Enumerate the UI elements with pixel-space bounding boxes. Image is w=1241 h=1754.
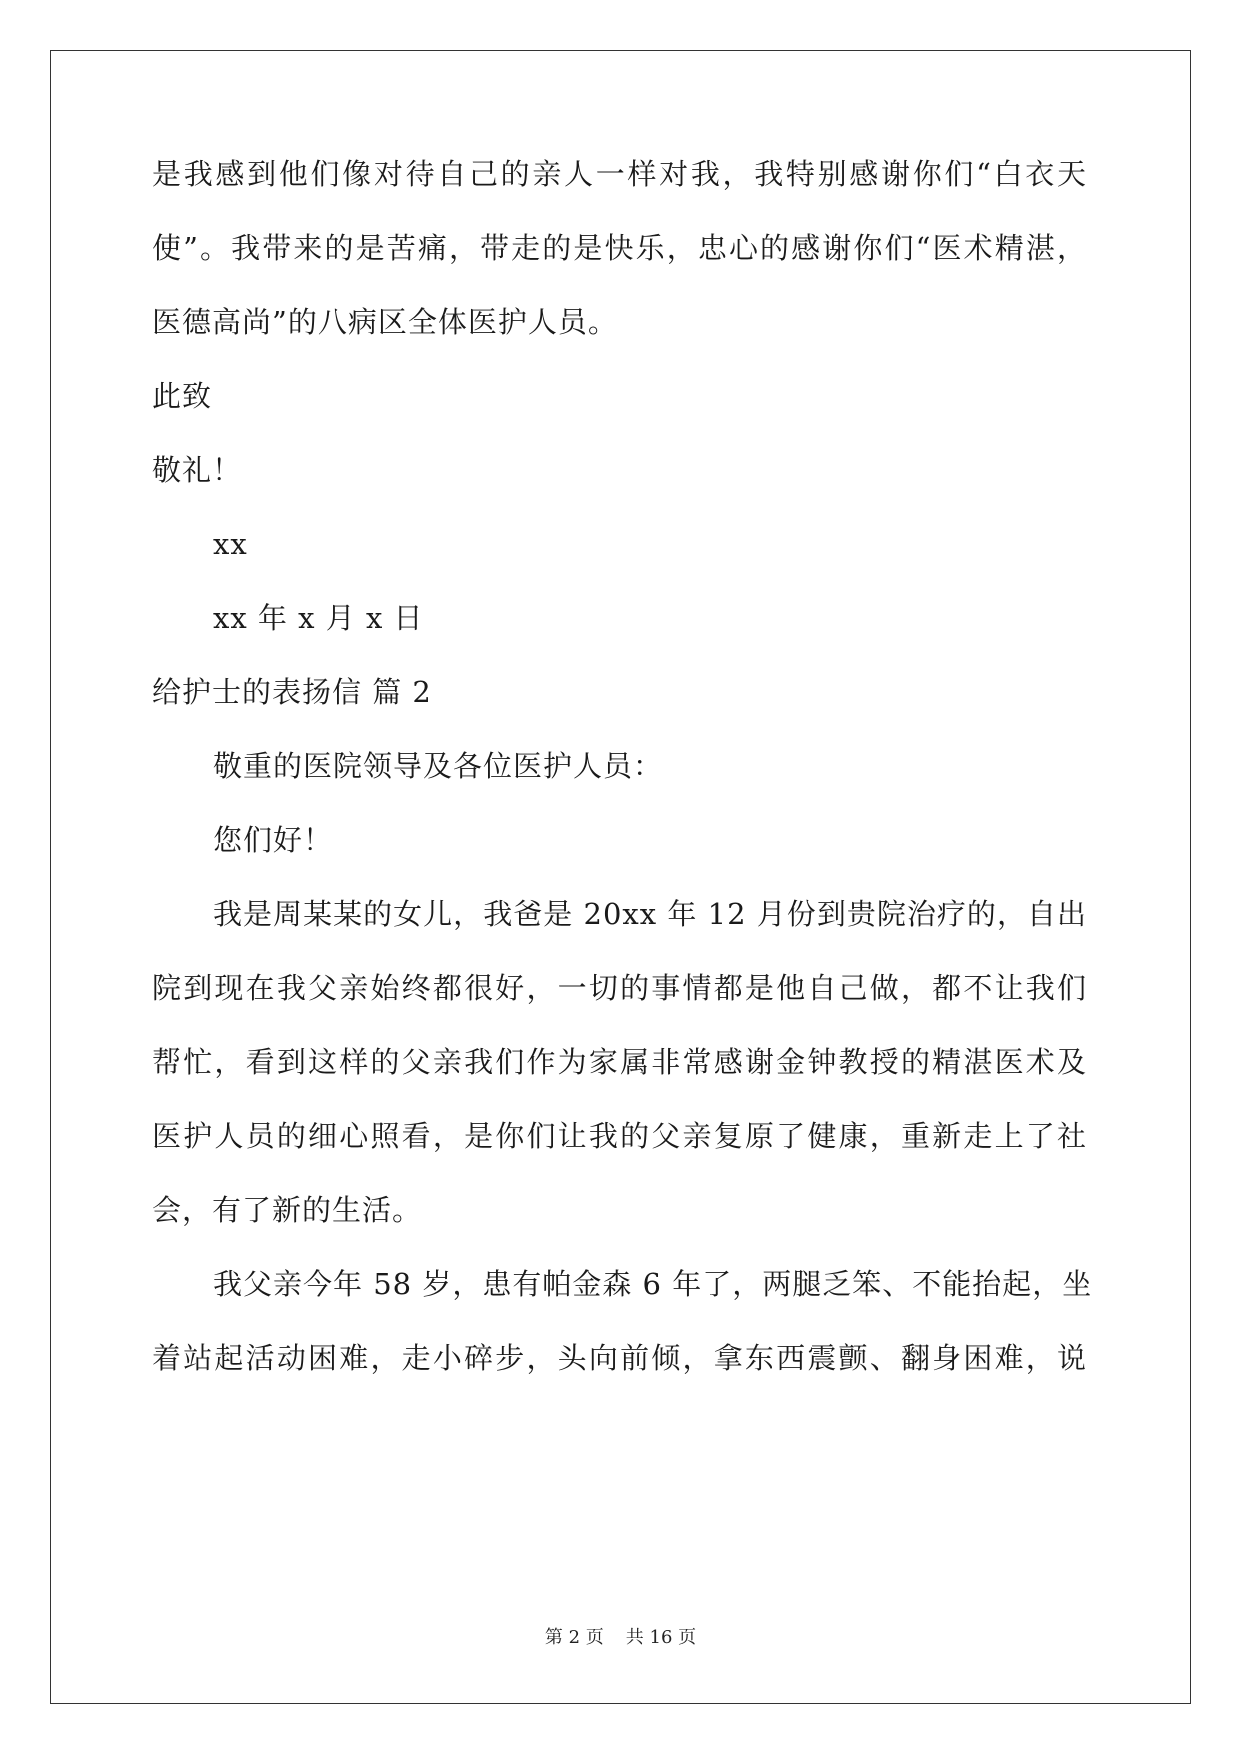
- paragraph-line-8: 会，有了新的生活。: [152, 1193, 423, 1227]
- page-number: 第 2 页: [544, 1627, 604, 1648]
- paragraph-line-3: 医德高尚”的八病区全体医护人员。: [152, 305, 618, 339]
- letter-greeting: 您们好！: [213, 823, 334, 857]
- paragraph-line-6: 帮忙，看到这样的父亲我们作为家属非常感谢金钟教授的精湛医术及: [152, 1045, 1087, 1079]
- paragraph-line-2: 使”。我带来的是苦痛，带走的是快乐，忠心的感谢你们“医术精湛，: [152, 231, 1087, 265]
- signature-name: xx: [213, 527, 248, 561]
- page-total: 共 16 页: [625, 1627, 697, 1648]
- page-footer: [0, 1627, 1241, 1649]
- letter-salutation: 敬重的医院领导及各位医护人员：: [213, 749, 664, 783]
- signature-date: xx 年 x 月 x 日: [213, 601, 424, 635]
- paragraph-line-5: 院到现在我父亲始终都很好，一切的事情都是他自己做，都不让我们: [152, 971, 1087, 1005]
- section-heading: 给护士的表扬信 篇 2: [152, 675, 432, 709]
- closing-respect: 敬礼！: [152, 453, 243, 487]
- paragraph-line-9: 我父亲今年 58 岁，患有帕金森 6 年了，两腿乏笨、不能抬起，坐: [213, 1267, 1093, 1301]
- paragraph-line-4: 我是周某某的女儿，我爸是 20xx 年 12 月份到贵院治疗的，自出: [213, 897, 1087, 931]
- paragraph-line-1: 是我感到他们像对待自己的亲人一样对我，我特别感谢你们“白衣天: [152, 157, 1087, 191]
- closing-salutation: 此致: [152, 379, 213, 413]
- page-border: [50, 50, 1191, 1704]
- paragraph-line-7: 医护人员的细心照看，是你们让我的父亲复原了健康，重新走上了社: [152, 1119, 1087, 1153]
- paragraph-line-10: 着站起活动困难，走小碎步，头向前倾，拿东西震颤、翻身困难，说: [152, 1341, 1087, 1375]
